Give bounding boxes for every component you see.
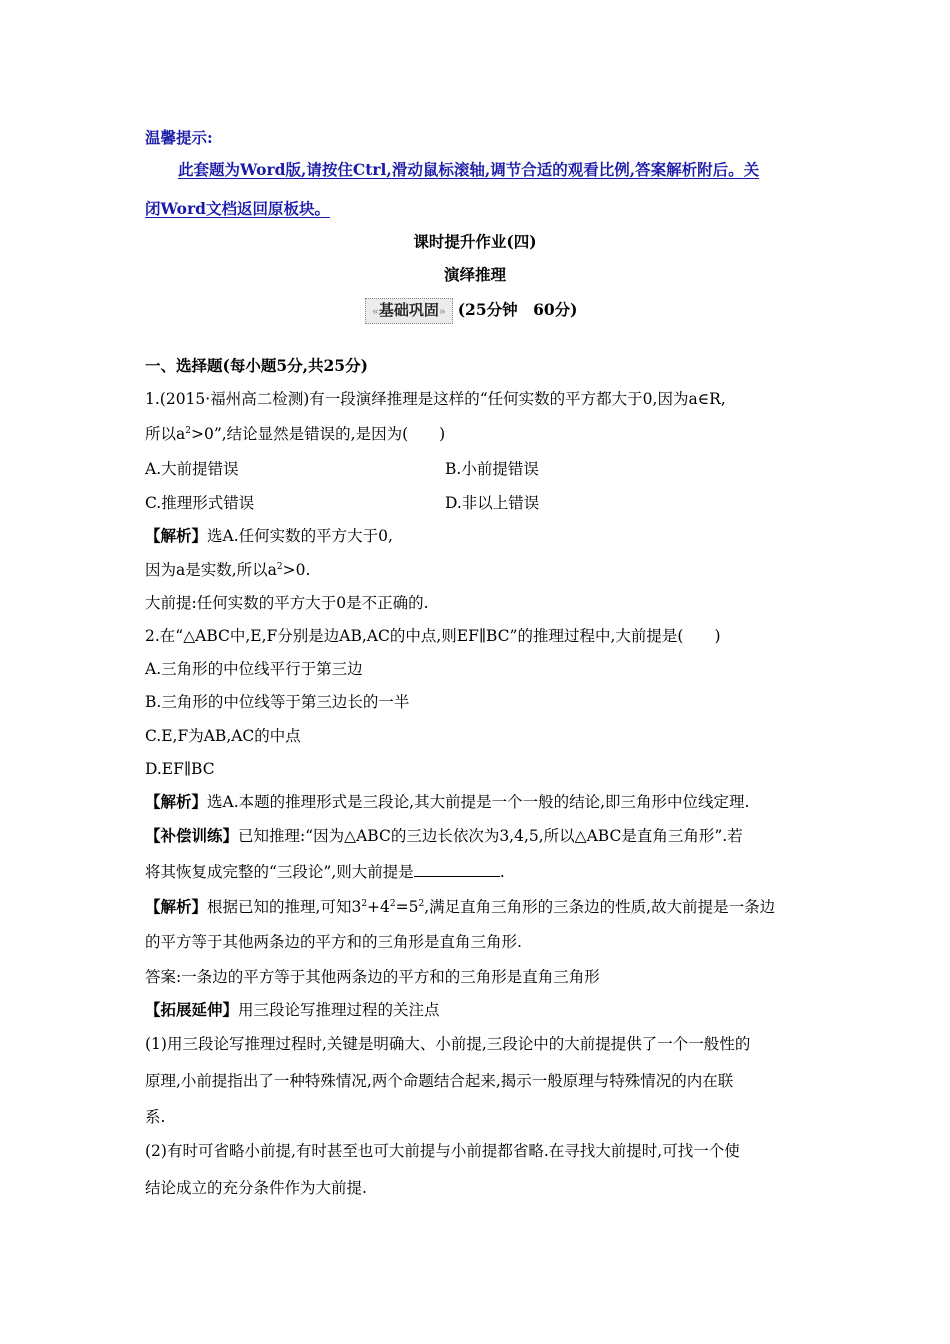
q1-option-d: D.非以上错误 bbox=[445, 494, 540, 512]
bc-answer: 答案:一条边的平方等于其他两条边的平方和的三角形是直角三角形 bbox=[145, 968, 600, 986]
q1-stem-line1: 1.(2015·福州高二检测)有一段演绎推理是这样的“任何实数的平方都大于0,因为a∈R, bbox=[145, 390, 726, 408]
section-badge-row bbox=[365, 298, 578, 324]
ext-p1-line2: 原理,小前提指出了一种特殊情况,两个命题结合起来,揭示一般原理与特殊情况的内在联 bbox=[145, 1072, 734, 1090]
badge-label: 基础巩固 bbox=[378, 301, 439, 319]
page-title: 课时提升作业(四) bbox=[413, 232, 537, 251]
q2-stem: 2.在“△ABC中,E,F分别是边AB,AC的中点,则EF∥BC”的推理过程中,大前提是( ) bbox=[145, 627, 721, 645]
badge-right-mark: » bbox=[438, 305, 446, 318]
bc-analysis-line1: 【解析】根据已知的推理,可知$3^2+4^2=5^2$,满足直角三角形的三条边的性质,故大前提是一条边 bbox=[145, 897, 776, 916]
tip-line-1: 此套题为Word版,请按住Ctrl,滑动鼠标滚轴,调节合适的观看比例,答案解析附后。关 bbox=[178, 160, 760, 179]
page-subtitle: 演绎推理 bbox=[443, 265, 506, 284]
q1-analysis-line3: 大前提:任何实数的平方大于0是不正确的. bbox=[145, 594, 429, 612]
ext-p2-line2: 结论成立的充分条件作为大前提. bbox=[145, 1179, 367, 1197]
bc-line1: 【补偿训练】已知推理:“因为△ABC的三边长依次为3,4,5,所以△ABC是直角三角形”.若 bbox=[145, 826, 743, 845]
q2-option-b: B.三角形的中位线等于第三边长的一半 bbox=[145, 693, 410, 711]
bc-analysis-line2: 的平方等于其他两条边的平方和的三角形是直角三角形. bbox=[145, 933, 522, 951]
q1-analysis-line2: 因为a是实数,所以$a^2>0$. bbox=[145, 561, 311, 579]
ext-heading: 【拓展延伸】用三段论写推理过程的关注点 bbox=[145, 1000, 440, 1019]
tip-line-2: 闭Word文档返回原板块。 bbox=[145, 199, 330, 218]
section-heading: 一、选择题(每小题5分,共25分) bbox=[145, 356, 368, 375]
q2-option-c: C.E,F为AB,AC的中点 bbox=[145, 727, 301, 745]
tip-title: 温馨提示: bbox=[145, 128, 213, 147]
answer-blank bbox=[414, 862, 500, 877]
q2-option-d: D.EF∥BC bbox=[145, 760, 215, 778]
q1-option-a: A.大前提错误 bbox=[145, 460, 239, 478]
q1-analysis-line1: 【解析】选A.任何实数的平方大于0, bbox=[145, 526, 393, 545]
time-score: (25分钟 60分) bbox=[457, 300, 578, 319]
ext-p1-line3: 系. bbox=[145, 1108, 166, 1126]
q1-option-b: B.小前提错误 bbox=[445, 460, 539, 478]
ext-p2-line1: (2)有时可省略小前提,有时甚至也可大前提与小前提都省略.在寻找大前提时,可找一个使 bbox=[145, 1142, 740, 1160]
badge-basic-consolidation bbox=[365, 298, 453, 324]
ext-p1-line1: (1)用三段论写推理过程时,关键是明确大、小前提,三段论中的大前提提供了一个一般性的 bbox=[145, 1035, 751, 1053]
q1-option-c: C.推理形式错误 bbox=[145, 494, 255, 512]
badge-left-mark: « bbox=[372, 305, 379, 318]
bc-line2: 将其恢复成完整的“三段论”,则大前提是 . bbox=[145, 863, 505, 881]
q1-stem-line2: 所以$a^2>0$”,结论显然是错误的,是因为( ) bbox=[145, 425, 446, 443]
q2-option-a: A.三角形的中位线平行于第三边 bbox=[145, 660, 363, 678]
q2-analysis: 【解析】选A.本题的推理形式是三段论,其大前提是一个一般的结论,即三角形中位线定理. bbox=[145, 792, 750, 811]
